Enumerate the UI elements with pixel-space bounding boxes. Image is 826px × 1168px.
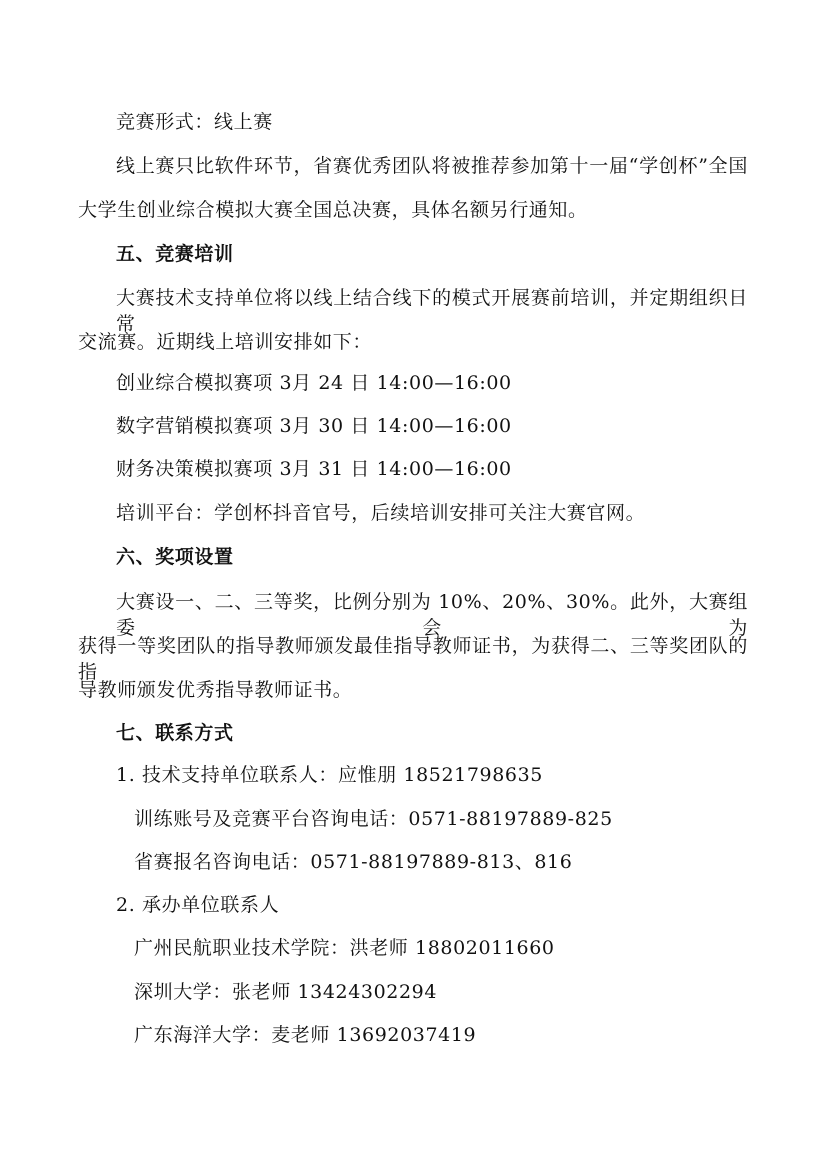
contact-item-1: 1. 技术支持单位联系人：应惟朋 18521798635 [116,764,543,786]
section5-para-line1: 大赛技术支持单位将以线上结合线下的模式开展赛前培训，并定期组织日常 [116,287,748,335]
schedule-item: 数字营销模拟赛项 3月 30 日 14:00—16:00 [116,415,512,437]
contact-list-item: 广东海洋大学：麦老师 13692037419 [134,1024,477,1046]
contact-item-2: 2. 承办单位联系人 [116,894,280,916]
section5-heading: 五、竞赛培训 [116,243,234,265]
section7-heading: 七、联系方式 [116,722,234,744]
contact-item-1-sub: 训练账号及竞赛平台咨询电话：0571-88197889-825 [134,808,613,830]
section6-heading: 六、奖项设置 [116,546,234,568]
contact-item-1-sub: 省赛报名咨询电话：0571-88197889-813、816 [134,851,573,873]
section6-para-line1: 大赛设一、二、三等奖，比例分别为 10%、20%、30%。此外，大赛组委会为 [116,591,748,639]
contact-list-item: 深圳大学：张老师 13424302294 [134,981,438,1003]
competition-format-line: 竞赛形式：线上赛 [116,111,273,133]
section6-para-line2: 获得一等奖团队的指导教师颁发最佳指导教师证书，为获得二、三等奖团队的指 [78,635,748,683]
section6-para-line3: 导教师颁发优秀指导教师证书。 [78,679,353,701]
schedule-item: 财务决策模拟赛项 3月 31 日 14:00—16:00 [116,458,512,480]
contact-list-item: 广州民航职业技术学院：洪老师 18802011660 [134,937,555,959]
competition-format-desc-line1: 线上赛只比软件环节，省赛优秀团队将被推荐参加第十一届“学创杯”全国 [116,155,748,177]
schedule-item: 创业综合模拟赛项 3月 24 日 14:00—16:00 [116,372,512,394]
competition-format-desc-line2: 大学生创业综合模拟大赛全国总决赛，具体名额另行通知。 [78,199,588,221]
training-platform-line: 培训平台：学创杯抖音官号，后续培训安排可关注大赛官网。 [116,502,646,524]
section5-para-line2: 交流赛。近期线上培训安排如下： [78,331,373,353]
